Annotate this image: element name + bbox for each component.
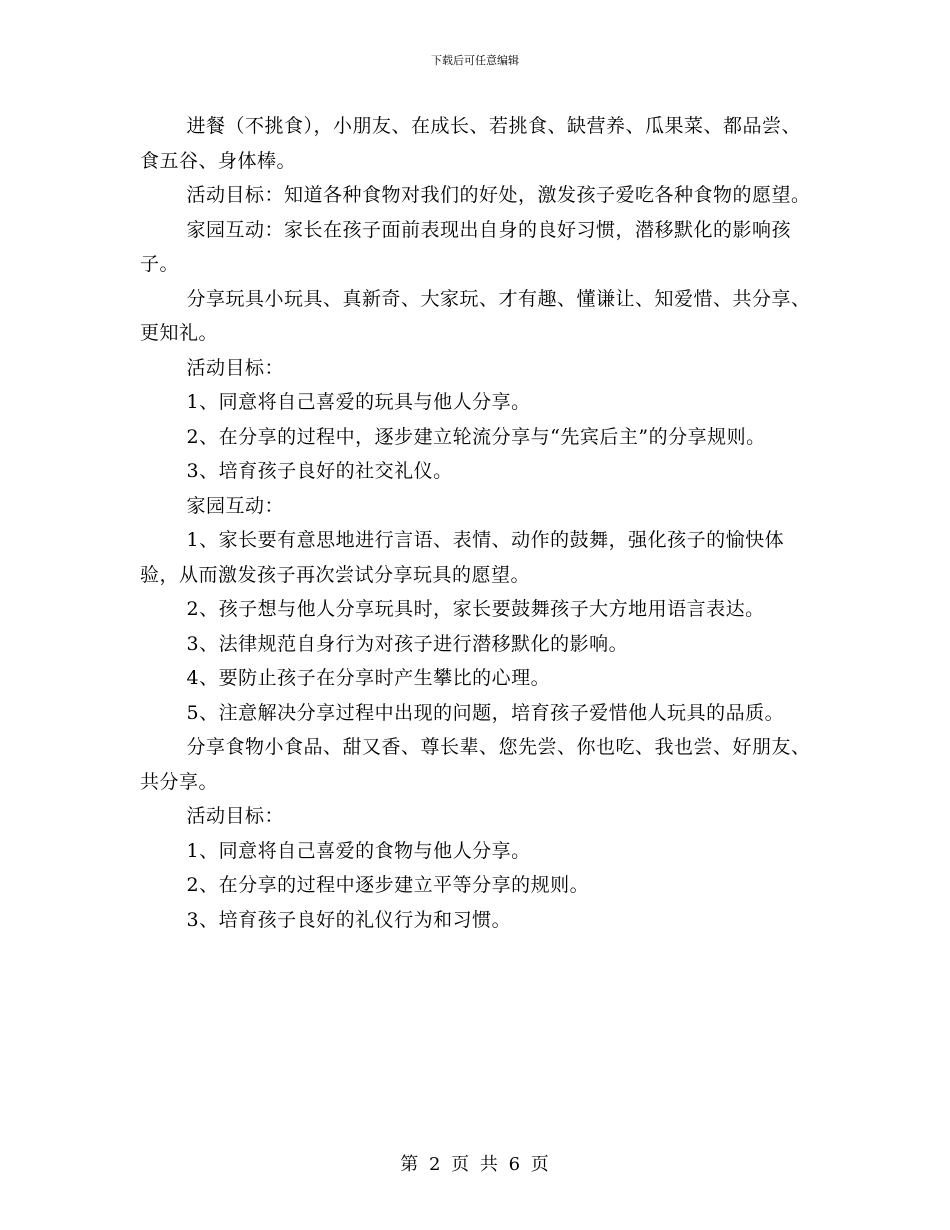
paragraph: 3、培育孩子良好的社交礼仪。 <box>186 460 453 482</box>
paragraph: 1、同意将自己喜爱的食物与他人分享。 <box>186 839 531 862</box>
paragraph: 5、注意解决分享过程中出现的问题，培育孩子爱惜他人玩具的品质。 <box>186 701 785 724</box>
paragraph: 2、在分享的过程中逐步建立平等分享的规则。 <box>186 874 590 896</box>
paragraph: 2、孩子想与他人分享玩具时，家长要鼓舞孩子大方地用语言表达。 <box>186 598 765 620</box>
paragraph: 1、家长要有意思地进行言语、表情、动作的鼓舞，强化孩子的愉快体验，从而激发孩子再次尝试分享玩具的愿望。 <box>140 529 785 586</box>
page-number: 第 2 页 共 6 页 <box>400 1154 550 1175</box>
paragraph: 活动目标：知道各种食物对我们的好处，激发孩子爱吃各种食物的愿望。 <box>186 184 811 206</box>
paragraph: 家园互动： <box>186 494 285 517</box>
paragraph: 家园互动：家长在孩子面前表现出自身的良好习惯，潜移默化的影响孩子。 <box>140 218 792 275</box>
paragraph: 4、要防止孩子在分享时产生攀比的心理。 <box>186 667 551 689</box>
paragraph: 分享玩具小玩具、真新奇、大家玩、才有趣、懂谦让、知爱惜、共分享、更知礼。 <box>140 287 811 344</box>
paragraph: 3、法律规范自身行为对孩子进行潜移默化的影响。 <box>186 632 629 655</box>
paragraph: 分享食物小食品、甜又香、尊长辈、您先尝、你也吃、我也尝、好朋友、共分享。 <box>140 736 811 793</box>
paragraph: 2、在分享的过程中，逐步建立轮流分享与“先宾后主”的分享规则。 <box>186 425 766 448</box>
page-footer <box>0 1154 950 1176</box>
document-body <box>140 109 812 937</box>
page-header <box>0 54 950 68</box>
header-text: 下载后可任意编辑 <box>431 54 519 67</box>
paragraph: 进餐（不挑食），小朋友、在成长、若挑食、缺营养、瓜果菜、都品尝、食五谷、身体棒。 <box>140 115 802 172</box>
paragraph: 1、同意将自己喜爱的玩具与他人分享。 <box>186 391 531 413</box>
paragraph: 活动目标： <box>186 805 285 827</box>
paragraph: 活动目标： <box>186 356 285 379</box>
paragraph: 3、培育孩子良好的礼仪行为和习惯。 <box>186 908 512 931</box>
